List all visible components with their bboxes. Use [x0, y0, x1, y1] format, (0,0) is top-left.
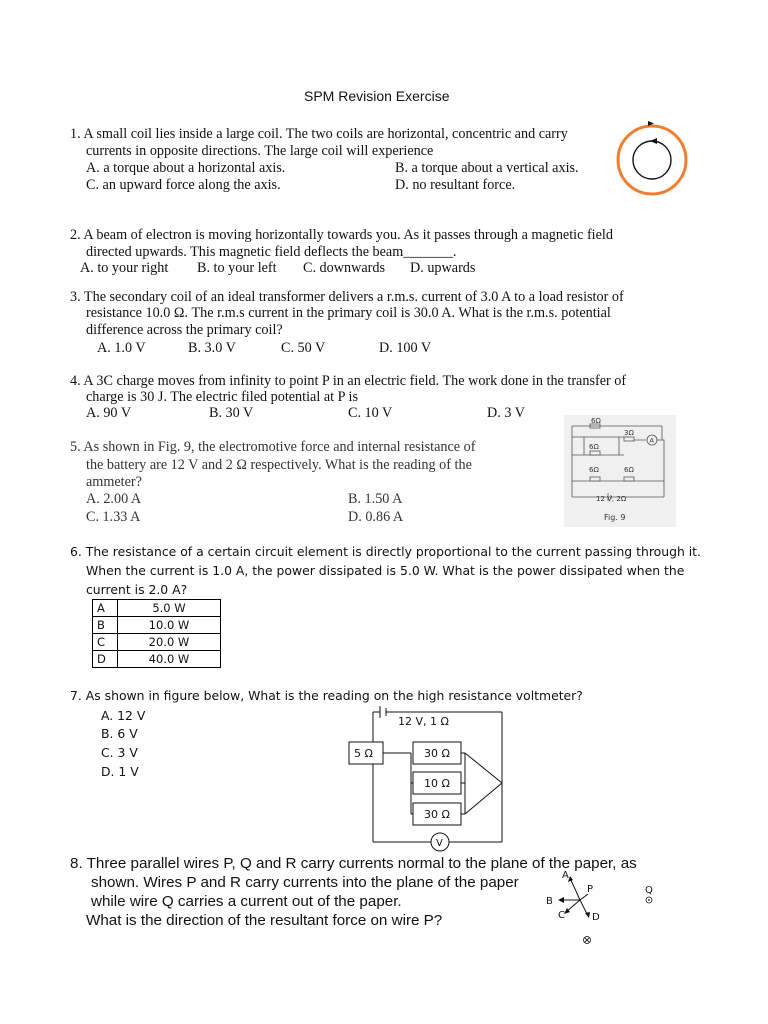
q1-option-b[interactable]: B. a torque about a vertical axis.	[395, 160, 579, 176]
q8-label-a: A	[562, 870, 569, 881]
q8-text-line1: 8. Three parallel wires P, Q and R carry currents normal to the plane of the paper, as	[70, 855, 637, 872]
q7-circuit	[340, 700, 520, 860]
q1-text-line2: currents in opposite directions. The large coil will experience	[86, 143, 434, 159]
q7-battery-label: 12 V, 1 Ω	[398, 715, 449, 728]
q1-option-a[interactable]: A. a torque about a horizontal axis.	[86, 160, 286, 176]
table-row[interactable]	[93, 600, 221, 617]
q7-resistor-2-label: 30 Ω	[424, 747, 450, 760]
q1-option-d[interactable]: D. no resultant force.	[395, 177, 516, 193]
q4-text-line1: 4. A 3C charge moves from infinity to point P in an electric field. The work done in the transfer of	[70, 373, 627, 389]
fig9-resistor-3	[624, 437, 634, 441]
q6-letter-b: B	[93, 617, 118, 634]
q8-text-line2: shown. Wires P and R carry currents into the plane of the paper	[91, 874, 519, 891]
q4-text-line2: charge is 30 J. The electric filed potential at P is	[86, 389, 358, 405]
q5-option-d[interactable]: D. 0.86 A	[348, 509, 404, 525]
q3-text-line2: resistance 10.0 Ω. The r.m.s current in the primary coil is 30.0 A. What is the r.m.s. potential	[86, 305, 611, 321]
q8-label-q: Q	[645, 885, 653, 896]
q3-text-line1: 3. The secondary coil of an ideal transformer delivers a r.m.s. current of 3.0 A to a load resistor of	[70, 289, 624, 305]
q7-voltmeter-label: V	[436, 838, 443, 849]
fig9-r3-label: 3Ω	[624, 429, 634, 437]
fig9-resistor-4	[590, 477, 600, 481]
q8-label-d: D	[592, 912, 600, 923]
fig9-battery-label: 12 V, 2Ω	[596, 495, 627, 503]
q8-label-b: B	[546, 896, 553, 907]
q6-value-a: 5.0 W	[118, 600, 221, 617]
q3-option-a[interactable]: A. 1.0 V	[97, 340, 146, 356]
q4-option-b[interactable]: B. 30 V	[209, 405, 254, 421]
q5-option-a[interactable]: A. 2.00 A	[86, 491, 142, 507]
coils-diagram	[612, 120, 692, 200]
wire-r-into-page-icon	[584, 937, 591, 944]
q6-letter-c: C	[93, 634, 118, 651]
q7-resistor-1-label: 5 Ω	[354, 747, 373, 760]
q1-option-c[interactable]: C. an upward force along the axis.	[86, 177, 281, 193]
page-title: SPM Revision Exercise	[304, 88, 450, 104]
q8-label-p: P	[587, 884, 594, 895]
fig9-r1-label: 6Ω	[591, 417, 601, 425]
q6-letter-d: D	[93, 651, 118, 668]
q6-text-line1: 6. The resistance of a certain circuit element is directly proportional to the current passing through it.	[70, 544, 701, 559]
small-coil	[633, 141, 671, 179]
fig9-ammeter-label: A	[649, 436, 654, 445]
q7-resistor-3-label: 10 Ω	[424, 777, 450, 790]
q2-text-line1: 2. A beam of electron is moving horizontally towards you. As it passes through a magnetic field	[70, 227, 613, 243]
q2-text-line2: directed upwards. This magnetic field deflects the beam_______.	[86, 244, 457, 260]
fig9-resistor-2	[590, 451, 600, 455]
q4-option-d[interactable]: D. 3 V	[487, 405, 525, 421]
q6-value-b: 10.0 W	[118, 617, 221, 634]
q7-option-d[interactable]: D. 1 V	[101, 764, 139, 779]
q6-text-line2: When the current is 1.0 A, the power dissipated is 5.0 W. What is the power dissipated when the	[86, 563, 685, 578]
q6-value-d: 40.0 W	[118, 651, 221, 668]
fig9-caption: Fig. 9	[604, 513, 626, 522]
q7-text-line1: 7. As shown in figure below, What is the reading on the high resistance voltmeter?	[70, 688, 583, 703]
fig9-r5-label: 6Ω	[624, 466, 634, 474]
q7-option-b[interactable]: B. 6 V	[101, 726, 138, 741]
arrow-d-icon	[585, 912, 590, 918]
q1-text-line1: 1. A small coil lies inside a large coil. The two coils are horizontal, concentric and carry	[70, 126, 568, 142]
q2-option-a[interactable]: A. to your right	[80, 260, 169, 276]
q8-text-line4: What is the direction of the resultant force on wire P?	[86, 912, 443, 929]
q6-letter-a: A	[93, 600, 118, 617]
table-row[interactable]	[93, 634, 221, 651]
q5-option-b[interactable]: B. 1.50 A	[348, 491, 403, 507]
table-row[interactable]	[93, 617, 221, 634]
q4-option-a[interactable]: A. 90 V	[86, 405, 132, 421]
q3-option-d[interactable]: D. 100 V	[379, 340, 432, 356]
q7-option-a[interactable]: A. 12 V	[101, 708, 146, 723]
q5-text-line2: the battery are 12 V and 2 Ω respectively. What is the reading of the	[86, 457, 472, 473]
q3-option-b[interactable]: B. 3.0 V	[188, 340, 236, 356]
q4-option-c[interactable]: C. 10 V	[348, 405, 393, 421]
large-coil	[618, 126, 686, 194]
q5-text-line3: ammeter?	[86, 474, 142, 490]
q5-option-c[interactable]: C. 1.33 A	[86, 509, 141, 525]
wire-q-out-of-page-icon	[646, 897, 652, 903]
q8-wires-diagram	[540, 862, 670, 952]
q7-resistor-4-label: 30 Ω	[424, 808, 450, 821]
q7-option-c[interactable]: C. 3 V	[101, 745, 138, 760]
q8-text-line3: while wire Q carries a current out of the paper.	[91, 893, 402, 910]
q7-battery-icon	[380, 706, 386, 718]
arrow-b-icon	[558, 897, 564, 903]
q8-label-c: C	[558, 910, 565, 921]
small-coil-arrow-icon	[650, 138, 657, 144]
q6-text-line3: current is 2.0 A?	[86, 582, 188, 597]
fig9-circuit	[564, 415, 676, 527]
fig9-r4-label: 6Ω	[589, 466, 599, 474]
q3-text-line3: difference across the primary coil?	[86, 322, 283, 338]
q2-option-d[interactable]: D. upwards	[410, 260, 476, 276]
q5-text-line1: 5. As shown in Fig. 9, the electromotive force and internal resistance of	[70, 439, 476, 455]
q6-answer-table	[92, 599, 221, 668]
fig9-resistor-5	[624, 477, 634, 481]
q2-option-c[interactable]: C. downwards	[303, 260, 385, 276]
q2-option-b[interactable]: B. to your left	[197, 260, 277, 276]
q3-option-c[interactable]: C. 50 V	[281, 340, 326, 356]
table-row[interactable]	[93, 651, 221, 668]
q6-value-c: 20.0 W	[118, 634, 221, 651]
fig9-r2-label: 6Ω	[589, 443, 599, 451]
